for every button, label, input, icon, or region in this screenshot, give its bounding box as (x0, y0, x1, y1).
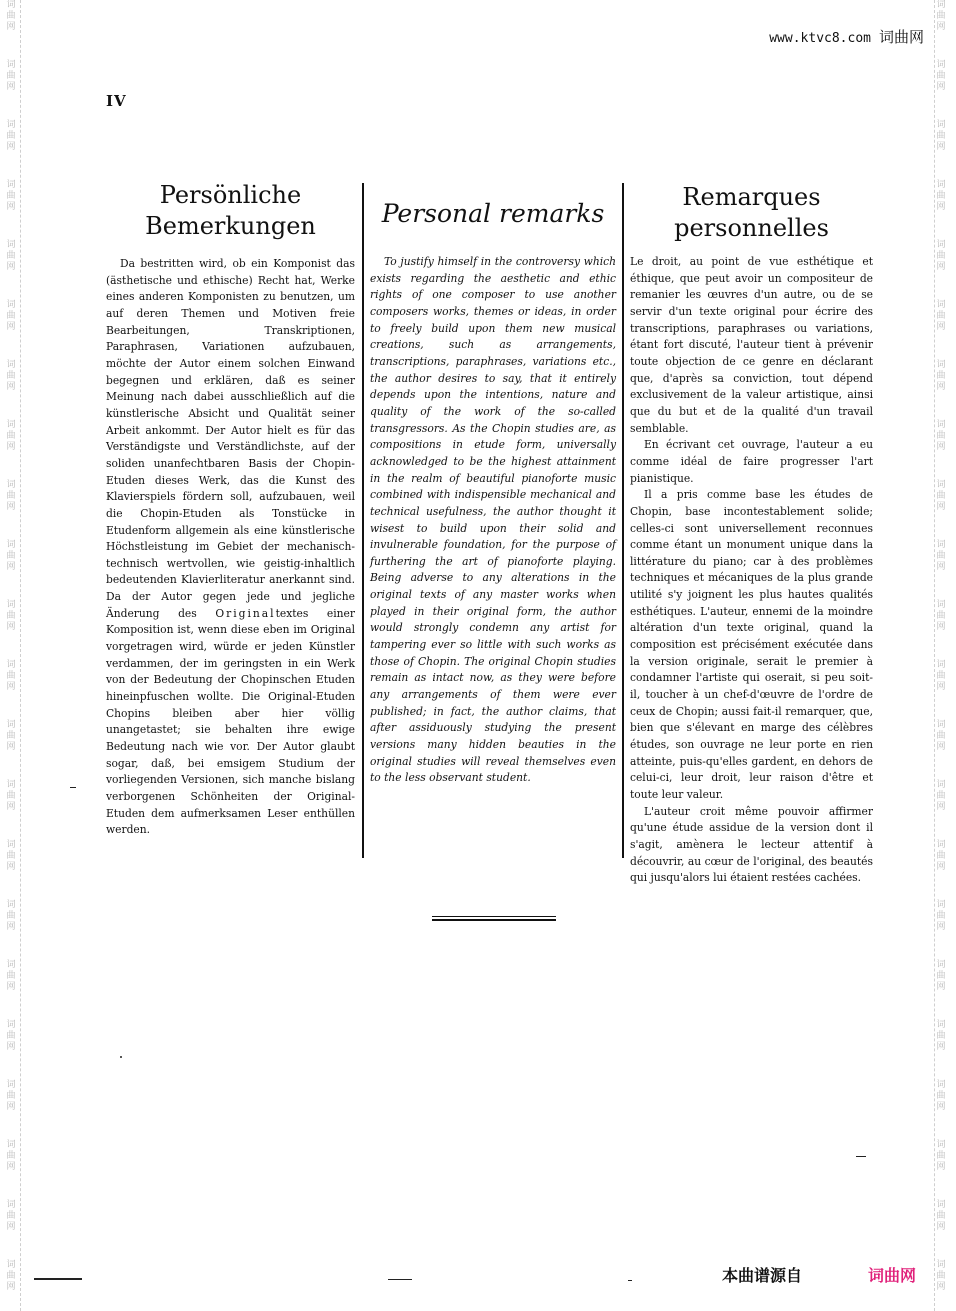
side-watermark-char: 网 (936, 982, 946, 992)
side-watermark-char: 网 (936, 262, 946, 272)
side-watermark-char: 网 (6, 1042, 16, 1052)
top-watermark[interactable] (769, 26, 924, 47)
side-watermark-char: 网 (6, 1282, 16, 1292)
scan-mark (856, 1156, 866, 1157)
french-column (630, 178, 873, 887)
side-watermark-char: 曲 (6, 911, 16, 921)
side-watermark-char: 曲 (936, 1211, 946, 1221)
side-watermark-char: 网 (6, 622, 16, 632)
side-watermark-char: 词 (6, 540, 16, 550)
side-watermark-char: 曲 (936, 851, 946, 861)
side-watermark-char: 曲 (936, 131, 946, 141)
side-watermark-char: 词 (6, 1140, 16, 1150)
german-text-emphasis: Original (215, 606, 276, 620)
side-watermark-char: 网 (6, 1222, 16, 1232)
side-watermark-char: 词 (936, 840, 946, 850)
ornament-line-thin (432, 916, 556, 917)
side-watermark-char: 词 (6, 1200, 16, 1210)
side-watermark-char: 网 (6, 562, 16, 572)
side-watermark-char: 曲 (6, 671, 16, 681)
side-watermark-char: 网 (936, 322, 946, 332)
scan-mark (628, 1280, 632, 1281)
side-watermark-char: 曲 (936, 791, 946, 801)
side-watermark-char: 曲 (936, 971, 946, 981)
french-paragraph: L'auteur croit même pouvoir affirmer qu'une étude assidue de la version dont il s'agit, amènera le lecteur attentif à découvrir, au cœur de l'original, des beautés qui jusqu'alors lui étaient restées cachées. (630, 804, 873, 885)
side-watermark-char: 词 (936, 1020, 946, 1030)
side-watermark-char: 曲 (936, 251, 946, 261)
side-watermark-char: 词 (936, 240, 946, 250)
side-watermark-char: 词 (936, 660, 946, 670)
scan-mark (34, 1278, 82, 1280)
side-watermark-char: 曲 (936, 611, 946, 621)
side-watermark-char: 词 (6, 600, 16, 610)
side-watermark-char: 词 (936, 360, 946, 370)
side-watermark-char: 词 (936, 60, 946, 70)
french-paragraph: En écrivant cet ouvrage, l'auteur a eu comme idéal de faire progresser l'art pianistique. (630, 438, 873, 485)
french-paragraph: Il a pris comme base les études de Chopin, base incontestablement solide; celles-ci sont universellement reconnues comme étant un monument unique dans la littérature du piano; car à des problèmes techniques et mécaniques de la plus grande utilité s'y joignent les plus hautes qualités esthétiques. L'auteur, ennemi de la moindre altération d'un texte original, quand la composition est précisément exécutée dans la version originale, serait le premier à condamner l'artiste qui oserait, si peu soit-il, toucher à un chef-d'œuvre de l'ordre de ceux de Chopin; aussi fait-il remarquer, que, bien que s'élevant en marge des célèbres études, son ouvrage ne leur porte en rien atteinte, puis-qu'elles gardent, en dehors de celui-ci, leur droit, leur raison d'être et toute leur valeur. (630, 488, 873, 801)
scan-speck (120, 1056, 122, 1058)
side-watermark-char: 网 (6, 442, 16, 452)
side-watermark-char: 曲 (936, 671, 946, 681)
side-watermark-char: 曲 (936, 551, 946, 561)
side-watermark-char: 曲 (6, 191, 16, 201)
english-text: To justify himself in the controversy which exists regarding the aesthetic and ethic rights of one composer to use another composers works, themes or ideas, in order to freely build upon them new musical creations, such as arrangements, transcriptions, paraphrases, variations etc., the author desires to say, that it entirely depends upon the intentions, nature and quality of the work of the so-called transgressors. As the Chopin studies are, as compositions in etude form, universally acknowledged to be the highest attainment in the realm of beautiful pianoforte music combined with indispensible mechanical and technical usefulness, the author thought it wisest to build upon their solid and invulnerable foundation, for the purpose of furthering the art of pianoforte playing. Being adverse to any alterations in the original texts of any master works when played in their original form, the author would strongly condemn any artist for tampering ever so little with such works as those of Chopin. The original Chopin studies remain as intact now, as they were before any arrangements of them were ever published; in fact, the author claims, that after assiduously studying the present versions many hidden beauties in the original studies will reveal themselves even to the less observant student. (370, 255, 616, 785)
side-watermark-char: 词 (936, 900, 946, 910)
side-watermark-char: 词 (936, 1200, 946, 1210)
side-watermark-char: 曲 (936, 71, 946, 81)
side-watermark-char: 曲 (936, 1271, 946, 1281)
side-watermark-char: 曲 (936, 911, 946, 921)
french-title (630, 178, 873, 254)
side-watermark-char: 网 (6, 142, 16, 152)
side-watermark-char: 网 (6, 322, 16, 332)
side-watermark-char: 曲 (936, 1151, 946, 1161)
scan-mark (388, 1279, 412, 1280)
side-watermark-char: 网 (6, 82, 16, 92)
german-title (106, 180, 355, 256)
side-watermark-char: 曲 (6, 251, 16, 261)
side-watermark-char: 曲 (6, 851, 16, 861)
side-watermark-char: 网 (6, 802, 16, 812)
side-watermark-char: 词 (6, 0, 16, 10)
side-watermark-char: 词 (936, 180, 946, 190)
german-column (106, 178, 355, 839)
side-watermark-char: 曲 (936, 731, 946, 741)
side-watermark-char: 曲 (6, 1031, 16, 1041)
side-watermark-char: 曲 (936, 431, 946, 441)
side-watermark-char: 曲 (6, 551, 16, 561)
side-watermark-char: 词 (6, 1020, 16, 1030)
column-divider-left (362, 183, 364, 858)
side-watermark-char: 词 (6, 360, 16, 370)
german-title-line2: Bemerkungen (145, 212, 316, 240)
side-watermark-char: 词 (936, 480, 946, 490)
side-watermark-char: 词 (6, 900, 16, 910)
side-watermark-char: 网 (6, 382, 16, 392)
side-watermark-char: 网 (6, 682, 16, 692)
side-watermark-char: 词 (6, 720, 16, 730)
footer-site-logo[interactable]: 词曲网 (868, 1266, 917, 1285)
side-watermark-char: 曲 (936, 191, 946, 201)
side-watermark-char: 网 (936, 382, 946, 392)
side-watermark-char: 曲 (936, 311, 946, 321)
side-watermark-char: 曲 (6, 491, 16, 501)
german-title-line1: Persönliche (159, 181, 302, 209)
right-side-watermark (932, 0, 950, 1311)
side-watermark-char: 词 (936, 120, 946, 130)
side-watermark-char: 曲 (936, 1091, 946, 1101)
footer-source-text: 本曲谱源自 (722, 1266, 803, 1285)
side-watermark-char: 曲 (6, 1211, 16, 1221)
side-watermark-char: 网 (6, 922, 16, 932)
side-watermark-char: 网 (936, 622, 946, 632)
side-watermark-char: 曲 (936, 371, 946, 381)
side-watermark-char: 网 (936, 1102, 946, 1112)
side-watermark-char: 词 (6, 660, 16, 670)
french-title-line1: Remarques (682, 183, 821, 211)
side-watermark-char: 词 (936, 600, 946, 610)
side-watermark-char: 词 (936, 0, 946, 10)
side-watermark-char: 网 (936, 82, 946, 92)
side-watermark-char: 曲 (6, 791, 16, 801)
side-watermark-char: 网 (936, 862, 946, 872)
side-watermark-char: 网 (936, 1222, 946, 1232)
side-watermark-char: 词 (936, 420, 946, 430)
german-text-before: Da bestritten wird, ob ein Komponist das (ästhetische und ethische) Recht hat, Werke eines anderen Komponisten zu benutzen, um auf deren Themen und Motiven freie Bearbeitungen, Transkriptionen, Paraphrasen, Variationen aufzubauen, möchte der Autor einem solchen Einwand begegnen und erklären, daß es seiner Meinung nach dabei ausschließlich auf die künstlerische Absicht und Qualität seiner Arbeit ankommt. Der Autor hielt es für das Verständigste und Verständlichste, auf der soliden unanfechtbaren Basis der Chopin-Etuden dieses Werk, das die Kunst des Klavierspiels fördern soll, aufzubauen, weil die Chopin-Etuden als Tonstücke in Etudenform allgemein als eine künstlerische Höchstleistung im Gebiet der mechanisch-technisch wertvollen, wie geistig-inhaltlich bedeutenden Klavierliteratur anerkannt sind. Da der Autor gegen jede und jegliche Änderung des (106, 257, 355, 620)
side-watermark-char: 网 (936, 1282, 946, 1292)
side-watermark-char: 词 (936, 960, 946, 970)
side-watermark-char: 词 (936, 1140, 946, 1150)
side-watermark-char: 词 (6, 480, 16, 490)
left-dashed-edge (20, 0, 21, 1311)
side-watermark-char: 曲 (6, 611, 16, 621)
side-watermark-char: 词 (6, 120, 16, 130)
side-watermark-char: 网 (936, 22, 946, 32)
side-watermark-char: 词 (6, 240, 16, 250)
side-watermark-char: 网 (936, 742, 946, 752)
english-title: Personal remarks (381, 199, 605, 228)
side-watermark-char: 曲 (6, 1271, 16, 1281)
side-watermark-char: 网 (6, 502, 16, 512)
side-watermark-char: 词 (6, 420, 16, 430)
german-text-after: textes einer Komposition ist, wenn diese eben im Original vorgetragen wird, würde er jeden Künstler verdammen, der im geringsten in ein Werk von der Bedeutung der Chopinschen Etuden hineinpfuschen wollte. Die Original-Etuden Chopins bleiben aber hier völlig unangetastet; sie behalten ihre ewige Bedeutung nach wie vor. Der Autor glaubt sogar, daß, bei emsigem Studium der vorliegenden Versionen, sich manche bislang verborgenen Schönheiten der Original-Etuden dem aufmerksamen Leser enthüllen werden. (106, 606, 355, 837)
side-watermark-char: 词 (936, 780, 946, 790)
side-watermark-char: 词 (936, 1260, 946, 1270)
side-watermark-char: 曲 (6, 311, 16, 321)
side-watermark-char: 网 (936, 562, 946, 572)
side-watermark-char: 曲 (6, 971, 16, 981)
side-watermark-char: 网 (936, 502, 946, 512)
german-text (106, 256, 355, 839)
side-watermark-char: 网 (936, 922, 946, 932)
side-watermark-char: 网 (6, 22, 16, 32)
column-divider-right (622, 183, 624, 858)
side-watermark-char: 词 (6, 780, 16, 790)
scan-mark (70, 787, 76, 788)
side-watermark-char: 词 (6, 180, 16, 190)
side-watermark-char: 网 (936, 802, 946, 812)
side-watermark-char: 网 (936, 682, 946, 692)
watermark-url[interactable]: www.ktvc8.com (769, 31, 871, 46)
side-watermark-char: 网 (6, 982, 16, 992)
side-watermark-char: 曲 (6, 731, 16, 741)
side-watermark-char: 词 (6, 1080, 16, 1090)
side-watermark-char: 词 (6, 60, 16, 70)
watermark-site[interactable]: 词曲网 (878, 28, 924, 46)
side-watermark-char: 曲 (6, 11, 16, 21)
left-side-watermark (2, 0, 20, 1311)
side-watermark-char: 词 (936, 540, 946, 550)
side-watermark-char: 词 (6, 840, 16, 850)
side-watermark-char: 曲 (6, 371, 16, 381)
side-watermark-char: 词 (936, 1080, 946, 1090)
side-watermark-char: 曲 (936, 11, 946, 21)
ornament-line-thick (432, 919, 556, 921)
side-watermark-char: 词 (6, 300, 16, 310)
side-watermark-char: 曲 (6, 1091, 16, 1101)
page-number: IV (106, 92, 127, 110)
side-watermark-char: 曲 (6, 71, 16, 81)
french-title-line2: personnelles (674, 214, 829, 242)
side-watermark-char: 网 (6, 862, 16, 872)
side-watermark-char: 网 (936, 142, 946, 152)
side-watermark-char: 网 (6, 742, 16, 752)
side-watermark-char: 网 (6, 202, 16, 212)
side-watermark-char: 网 (936, 1042, 946, 1052)
side-watermark-char: 网 (936, 442, 946, 452)
french-paragraph: Le droit, au point de vue esthétique et éthique, que peut avoir un compositeur de remanier les œuvres d'un autre, ou de se servir d'un texte original pour écrire des transcriptions, paraphrases ou variations, étant fort discuté, l'auteur tient à prévenir toute objection de ce genre en déclarant que, d'après sa conviction, tout dépend exclusivement de la valeur artistique, ainsi que du but et de la qualité d'un travail semblable. (630, 255, 873, 435)
side-watermark-char: 词 (6, 960, 16, 970)
side-watermark-char: 词 (936, 720, 946, 730)
english-column (370, 178, 616, 787)
side-watermark-char: 曲 (6, 131, 16, 141)
section-end-ornament (432, 916, 556, 922)
side-watermark-char: 曲 (6, 431, 16, 441)
side-watermark-char: 词 (936, 300, 946, 310)
side-watermark-char: 网 (6, 262, 16, 272)
side-watermark-char: 曲 (936, 491, 946, 501)
side-watermark-char: 网 (936, 202, 946, 212)
side-watermark-char: 网 (6, 1102, 16, 1112)
side-watermark-char: 曲 (936, 1031, 946, 1041)
side-watermark-char: 词 (6, 1260, 16, 1270)
side-watermark-char: 网 (6, 1162, 16, 1172)
side-watermark-char: 曲 (6, 1151, 16, 1161)
side-watermark-char: 网 (936, 1162, 946, 1172)
